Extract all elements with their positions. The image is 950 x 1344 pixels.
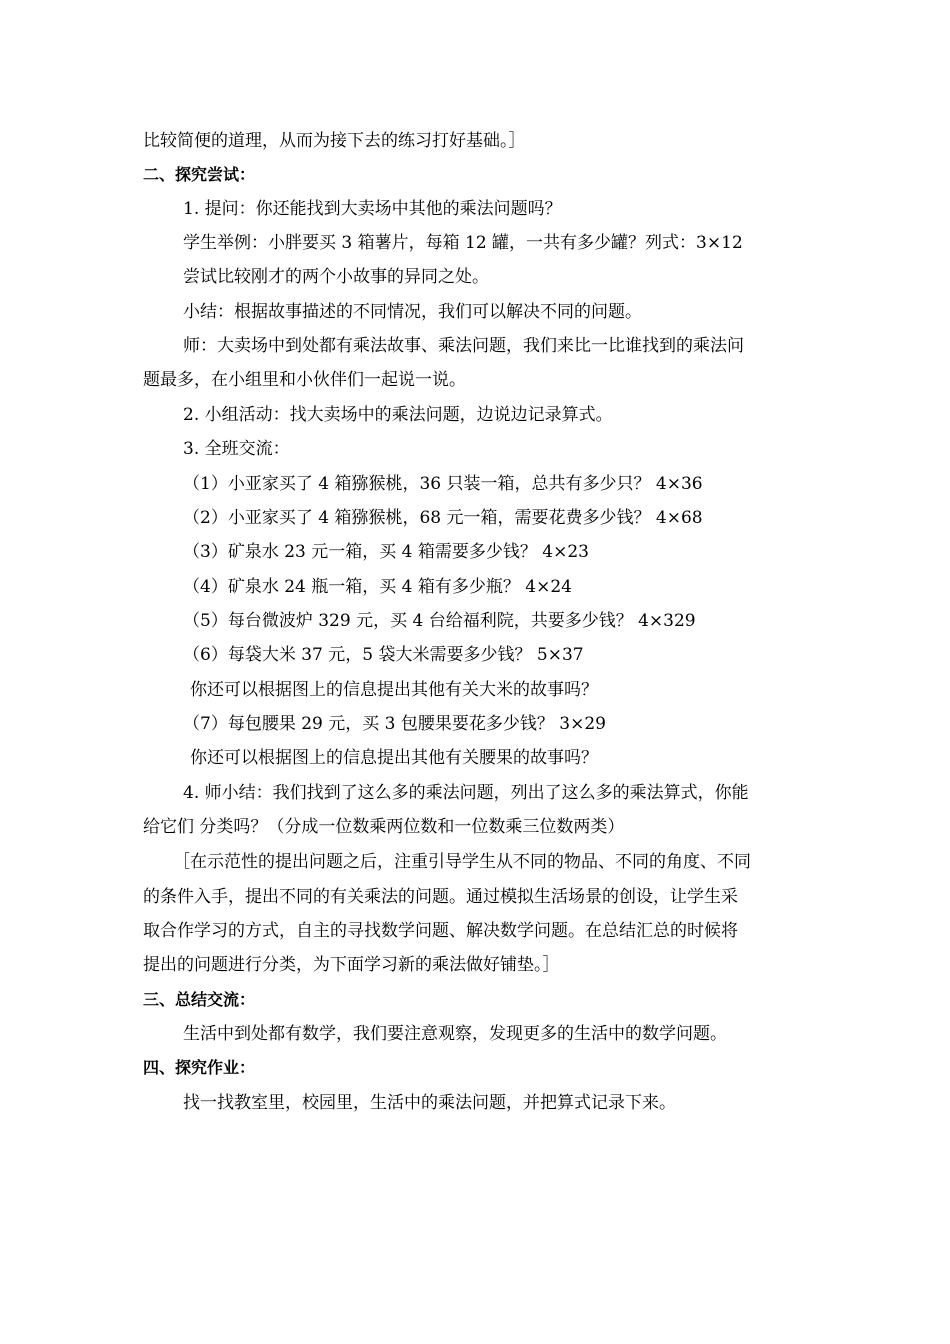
line-text: 学生举例：小胖要买 3 箱薯片，每箱 12 罐，一共有多少罐？列式：3×12 [183,233,743,253]
line-text: 提出的问题进行分类，为下面学习新的乘法做好铺垫。］ [143,955,560,975]
line-text: 师：大卖场中到处都有乘法故事、乘法问题，我们来比一比谁找到的乘法问 [183,336,744,356]
list-item [183,638,950,672]
line-text: （5）每台微波炉 329 元，买 4 台给福利院，共要多少钱？ 4×329 [183,611,696,631]
line-text: 1. 提问：你还能找到大卖场中其他的乘法问题吗？ [183,199,562,219]
list-item [183,707,950,741]
list-item [183,570,950,604]
line-text: 2. 小组活动：找大卖场中的乘法问题，边说边记录算式。 [183,405,613,425]
heading-text: 二、探究尝试： [143,165,256,184]
section-heading-explore [143,158,950,192]
line-text: 找一找教室里，校园里，生活中的乘法问题，并把算式记录下来。 [183,1093,676,1113]
paragraph-line [183,260,950,294]
line-text: 尝试比较刚才的两个小故事的异同之处。 [183,267,489,287]
line-text: 你还可以根据图上的信息提出其他有关腰果的故事吗？ [190,748,598,768]
paragraph-line [183,192,950,226]
line-text: 小结：根据故事描述的不同情况，我们可以解决不同的问题。 [183,302,642,322]
paragraph-line [183,1086,950,1120]
paragraph-line [183,295,950,329]
paragraph-line [143,363,950,397]
line-text: 给它们 分类吗？（分成一位数乘两位数和一位数乘三位数两类） [143,817,625,837]
line-text: ［在示范性的提出问题之后，注重引导学生从不同的物品、不同的角度、不同 [173,852,751,872]
paragraph-line [143,948,950,982]
paragraph-line [183,432,950,466]
paragraph-line [143,810,950,844]
paragraph-line [183,226,950,260]
line-text: （7）每包腰果 29 元，买 3 包腰果要花多少钱？ 3×29 [183,714,606,734]
paragraph-line [143,914,950,948]
list-item [183,535,950,569]
line-text: 你还可以根据图上的信息提出其他有关大米的故事吗？ [190,680,598,700]
list-item [183,604,950,638]
list-item [183,501,950,535]
line-text: 比较简便的道理，从而为接下去的练习打好基础。］ [143,131,526,151]
line-text: 4. 师小结：我们找到了这么多的乘法问题，列出了这么多的乘法算式，你能 [183,783,749,803]
heading-text: 四、探究作业： [143,1058,256,1077]
paragraph-line [190,673,950,707]
paragraph-line [190,741,950,775]
line-text: 生活中到处都有数学，我们要注意观察，发现更多的生活中的数学问题。 [183,1024,727,1044]
paragraph-line [173,845,950,879]
paragraph-line [183,1017,950,1051]
line-text: （6）每袋大米 37 元，5 袋大米需要多少钱？ 5×37 [183,645,584,665]
line-text: 题最多，在小组里和小伙伴们一起说一说。 [143,370,466,390]
paragraph-line [143,880,950,914]
line-text: 3. 全班交流： [183,439,290,459]
heading-text: 三、总结交流： [143,990,256,1009]
line-text: （1）小亚家买了 4 箱猕猴桃，36 只装一箱，总共有多少只？ 4×36 [183,474,703,494]
paragraph-line [183,776,950,810]
paragraph-line [143,124,950,158]
paragraph-line [183,398,950,432]
line-text: 的条件入手，提出不同的有关乘法的问题。通过模拟生活场景的创设，让学生采 [143,887,738,907]
section-heading-summary [143,983,950,1017]
paragraph-line [183,329,950,363]
line-text: （4）矿泉水 24 瓶一箱，买 4 箱有多少瓶？ 4×24 [183,577,572,597]
line-text: 取合作学习的方式，自主的寻找数学问题、解决数学问题。在总结汇总的时候将 [143,921,738,941]
section-heading-homework [143,1051,950,1085]
list-item [183,467,950,501]
line-text: （2）小亚家买了 4 箱猕猴桃，68 元一箱，需要花费多少钱？ 4×68 [183,508,703,528]
line-text: （3）矿泉水 23 元一箱，买 4 箱需要多少钱？ 4×23 [183,542,589,562]
